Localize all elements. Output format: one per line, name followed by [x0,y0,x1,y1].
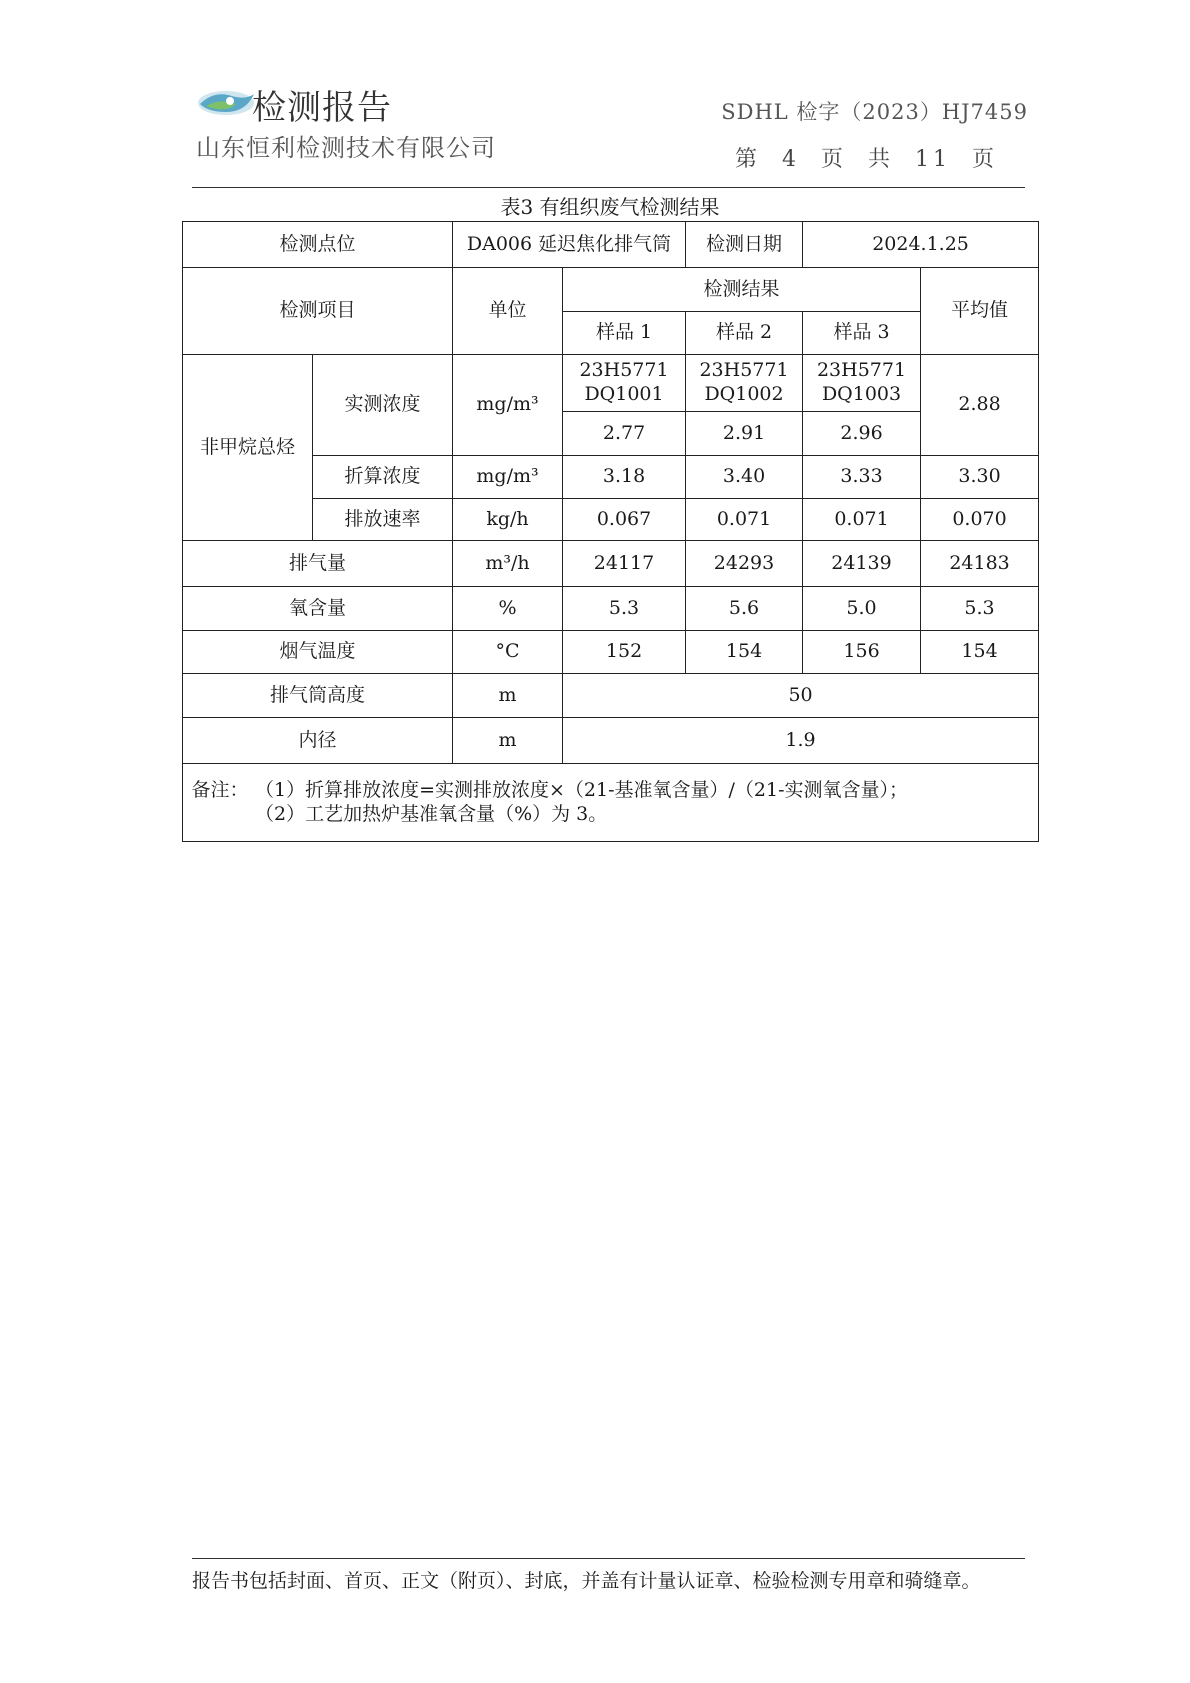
rate-value: 0.067 [563,499,686,541]
notes [183,764,1039,842]
table-row [183,674,1039,718]
measured-label: 实测浓度 [313,355,453,456]
diameter-value: 1.9 [563,718,1039,764]
converted-value: 3.33 [803,456,921,499]
temp-label: 烟气温度 [183,631,453,674]
sample-id: 23H5771 DQ1002 [686,355,803,412]
table-row [183,631,1039,674]
converted-label: 折算浓度 [313,456,453,499]
converted-unit: mg/m³ [453,456,563,499]
oxygen-avg: 5.3 [921,587,1039,631]
measured-value: 2.77 [563,412,686,456]
header-rule [192,187,1025,188]
col-header-results: 检测结果 [563,268,921,312]
table-row [183,587,1039,631]
diameter-unit: m [453,718,563,764]
height-unit: m [453,674,563,718]
oxygen-label: 氧含量 [183,587,453,631]
flow-avg: 24183 [921,541,1039,587]
measured-unit: mg/m³ [453,355,563,456]
date-label: 检测日期 [686,222,803,268]
table-row [183,764,1039,842]
col-header-unit: 单位 [453,268,563,355]
converted-avg: 3.30 [921,456,1039,499]
report-title: 检测报告 [252,88,392,128]
company-name: 山东恒利检测技术有限公司 [196,134,496,162]
date-value: 2024.1.25 [803,222,1039,268]
company-logo-icon [196,86,256,120]
rate-value: 0.071 [686,499,803,541]
oxygen-unit: % [453,587,563,631]
sample-header: 样品 1 [563,312,686,355]
col-header-item: 检测项目 [183,268,453,355]
nmhc-label: 非甲烷总烃 [183,355,313,541]
table-row [183,718,1039,764]
table-row [183,355,1039,412]
converted-value: 3.18 [563,456,686,499]
oxygen-value: 5.6 [686,587,803,631]
height-label: 排气筒高度 [183,674,453,718]
rate-label: 排放速率 [313,499,453,541]
note-line: （1）折算排放浓度=实测排放浓度×（21-基准氧含量）/（21-实测氧含量）； [255,778,909,801]
flow-value: 24117 [563,541,686,587]
measured-value: 2.96 [803,412,921,456]
results-table [182,221,1039,842]
page-info: 第 4 页 共 11 页 [735,147,998,172]
rate-value: 0.071 [803,499,921,541]
flow-value: 24293 [686,541,803,587]
temp-unit: °C [453,631,563,674]
note-line: （2）工艺加热炉基准氧含量（%）为 3。 [255,802,608,825]
temp-value: 152 [563,631,686,674]
flow-unit: m³/h [453,541,563,587]
report-number: SDHL 检字（2023）HJ7459 [721,100,1028,124]
table-row [183,222,1039,268]
converted-value: 3.40 [686,456,803,499]
table-row [183,268,1039,312]
oxygen-value: 5.3 [563,587,686,631]
rate-avg: 0.070 [921,499,1039,541]
sample-header: 样品 2 [686,312,803,355]
table-title: 表3 有组织废气检测结果 [500,195,720,219]
sample-id: 23H5771 DQ1003 [803,355,921,412]
col-header-avg: 平均值 [921,268,1039,355]
flow-value: 24139 [803,541,921,587]
sample-id: 23H5771 DQ1001 [563,355,686,412]
temp-value: 154 [686,631,803,674]
oxygen-value: 5.0 [803,587,921,631]
diameter-label: 内径 [183,718,453,764]
site-label: 检测点位 [183,222,453,268]
sample-header: 样品 3 [803,312,921,355]
height-value: 50 [563,674,1039,718]
temp-value: 156 [803,631,921,674]
footer-rule [192,1558,1025,1559]
temp-avg: 154 [921,631,1039,674]
flow-label: 排气量 [183,541,453,587]
site-value: DA006 延迟焦化排气筒 [453,222,686,268]
table-row [183,541,1039,587]
rate-unit: kg/h [453,499,563,541]
measured-avg: 2.88 [921,355,1039,456]
notes-label: 备注： [191,778,249,801]
footer-text: 报告书包括封面、首页、正文（附页）、封底，并盖有计量认证章、检验检测专用章和骑缝章。 [192,1570,981,1592]
measured-value: 2.91 [686,412,803,456]
